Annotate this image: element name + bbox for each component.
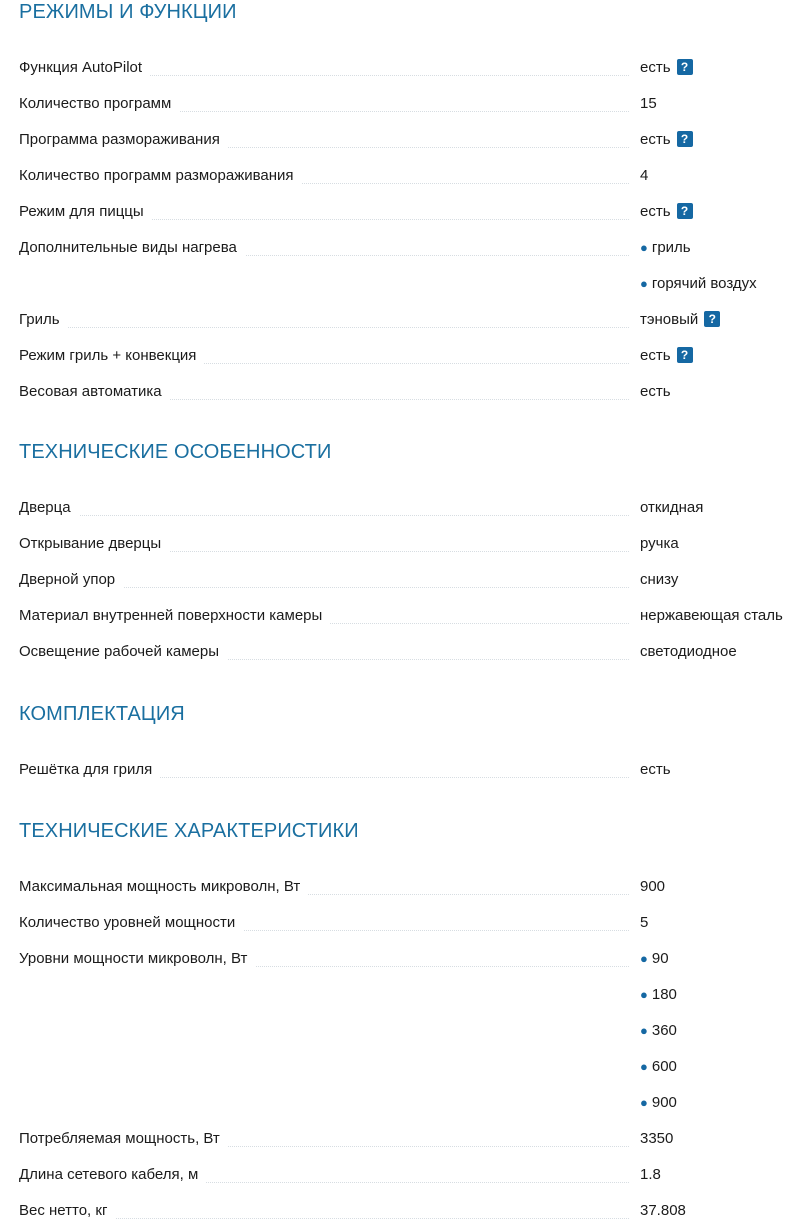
spec-section [19, 440, 796, 670]
spec-list [19, 490, 796, 670]
spec-label: Вес нетто, кг [19, 1193, 115, 1229]
value-text: 37.808 [640, 1202, 686, 1219]
value-text: есть [640, 59, 671, 76]
spec-row [19, 230, 796, 266]
bullet-icon: ● [640, 1023, 648, 1038]
value-text: откидная [640, 499, 704, 516]
spec-row [19, 50, 796, 86]
value-text: тэновый [640, 311, 699, 328]
spec-label: Освещение рабочей камеры [19, 634, 227, 670]
value-text: 3350 [640, 1130, 674, 1147]
spec-value [640, 50, 693, 86]
spec-row-continuation [19, 1085, 796, 1121]
bullet-icon: ● [640, 240, 648, 255]
bullet-icon: ● [640, 276, 648, 291]
section-title: КОМПЛЕКТАЦИЯ [19, 703, 185, 725]
spec-row [19, 869, 796, 905]
spec-row-continuation [19, 1013, 796, 1049]
help-icon[interactable]: ? [677, 347, 693, 363]
value-text: 1.8 [640, 1166, 661, 1183]
spec-row [19, 1193, 796, 1229]
bullet-icon: ● [640, 987, 648, 1002]
spec-label: Гриль [19, 302, 68, 338]
value-text: 5 [640, 914, 649, 931]
spec-label: Функция AutoPilot [19, 50, 150, 86]
bullet-text: гриль [651, 239, 691, 256]
spec-list [19, 869, 796, 1229]
spec-label: Режим гриль + конвекция [19, 338, 204, 374]
spec-value [640, 122, 693, 158]
spec-value [640, 230, 691, 266]
spec-row [19, 1121, 796, 1157]
spec-value [640, 526, 679, 562]
bullet-text: 90 [651, 950, 669, 967]
value-text: 4 [640, 167, 649, 184]
bullet-icon: ● [640, 1059, 648, 1074]
bullet-text: горячий воздух [651, 275, 757, 292]
spec-value [640, 1049, 677, 1085]
spec-row [19, 752, 796, 788]
spec-row [19, 302, 796, 338]
spec-row [19, 338, 796, 374]
spec-section [19, 702, 796, 788]
spec-value [640, 338, 693, 374]
spec-label: Материал внутренней поверхности камеры [19, 598, 330, 634]
bullet-text: 360 [651, 1022, 677, 1039]
spec-row [19, 158, 796, 194]
value-text: светодиодное [640, 643, 737, 660]
spec-value [640, 1121, 673, 1157]
spec-row [19, 1157, 796, 1193]
bullet-text: 900 [651, 1094, 677, 1111]
help-icon[interactable]: ? [677, 59, 693, 75]
help-icon[interactable]: ? [677, 203, 693, 219]
bullet-icon: ● [640, 1095, 648, 1110]
spec-label: Дополнительные виды нагрева [19, 230, 245, 266]
spec-value [640, 266, 757, 302]
spec-value [640, 977, 677, 1013]
spec-label: Решётка для гриля [19, 752, 160, 788]
spec-value [640, 302, 720, 338]
spec-label: Дверной упор [19, 562, 123, 598]
spec-row-continuation [19, 977, 796, 1013]
spec-row [19, 490, 796, 526]
spec-label: Длина сетевого кабеля, м [19, 1157, 206, 1193]
spec-value [640, 86, 657, 122]
spec-value [640, 752, 671, 788]
value-text: 900 [640, 878, 666, 895]
spec-value [640, 1157, 661, 1193]
value-text: есть [640, 761, 671, 778]
dotted-leader [19, 327, 629, 328]
spec-value [640, 158, 648, 194]
spec-label: Дверца [19, 490, 79, 526]
spec-row-continuation [19, 1049, 796, 1085]
spec-label: Режим для пиццы [19, 194, 152, 230]
section-title: РЕЖИМЫ И ФУНКЦИИ [19, 1, 237, 23]
spec-label: Программа размораживания [19, 122, 228, 158]
spec-value [640, 634, 737, 670]
spec-value [640, 941, 669, 977]
value-text: есть [640, 131, 671, 148]
spec-label: Весовая автоматика [19, 374, 170, 410]
bullet-icon: ● [640, 951, 648, 966]
spec-label: Количество уровней мощности [19, 905, 243, 941]
value-text: есть [640, 383, 671, 400]
spec-value [640, 1085, 677, 1121]
spec-label: Потребляемая мощность, Вт [19, 1121, 228, 1157]
spec-value [640, 490, 703, 526]
spec-row [19, 941, 796, 977]
help-icon[interactable]: ? [704, 311, 720, 327]
spec-value [640, 374, 671, 410]
section-title: ТЕХНИЧЕСКИЕ ХАРАКТЕРИСТИКИ [19, 820, 359, 842]
spec-value [640, 1013, 677, 1049]
spec-section [19, 0, 796, 410]
spec-row [19, 562, 796, 598]
value-text: есть [640, 203, 671, 220]
value-text: ручка [640, 535, 679, 552]
spec-label: Открывание дверцы [19, 526, 169, 562]
spec-value [640, 562, 678, 598]
spec-list [19, 752, 796, 788]
value-text: нержавеющая сталь [640, 607, 783, 624]
value-text: 15 [640, 95, 657, 112]
spec-label: Количество программ [19, 86, 179, 122]
spec-row [19, 598, 796, 634]
spec-row [19, 634, 796, 670]
spec-row [19, 526, 796, 562]
spec-list [19, 50, 796, 410]
help-icon[interactable]: ? [677, 131, 693, 147]
spec-value [640, 1193, 686, 1229]
spec-label: Количество программ размораживания [19, 158, 302, 194]
spec-value [640, 905, 648, 941]
bullet-text: 180 [651, 986, 677, 1003]
spec-value [640, 194, 693, 230]
section-title: ТЕХНИЧЕСКИЕ ОСОБЕННОСТИ [19, 441, 332, 463]
spec-section [19, 819, 796, 1229]
spec-label: Уровни мощности микроволн, Вт [19, 941, 255, 977]
bullet-text: 600 [651, 1058, 677, 1075]
spec-row [19, 905, 796, 941]
spec-row-continuation [19, 266, 796, 302]
spec-row [19, 374, 796, 410]
dotted-leader [19, 515, 629, 516]
spec-row [19, 122, 796, 158]
spec-value [640, 598, 783, 634]
value-text: есть [640, 347, 671, 364]
spec-value [640, 869, 665, 905]
spec-row [19, 86, 796, 122]
spec-label: Максимальная мощность микроволн, Вт [19, 869, 308, 905]
spec-row [19, 194, 796, 230]
value-text: снизу [640, 571, 679, 588]
